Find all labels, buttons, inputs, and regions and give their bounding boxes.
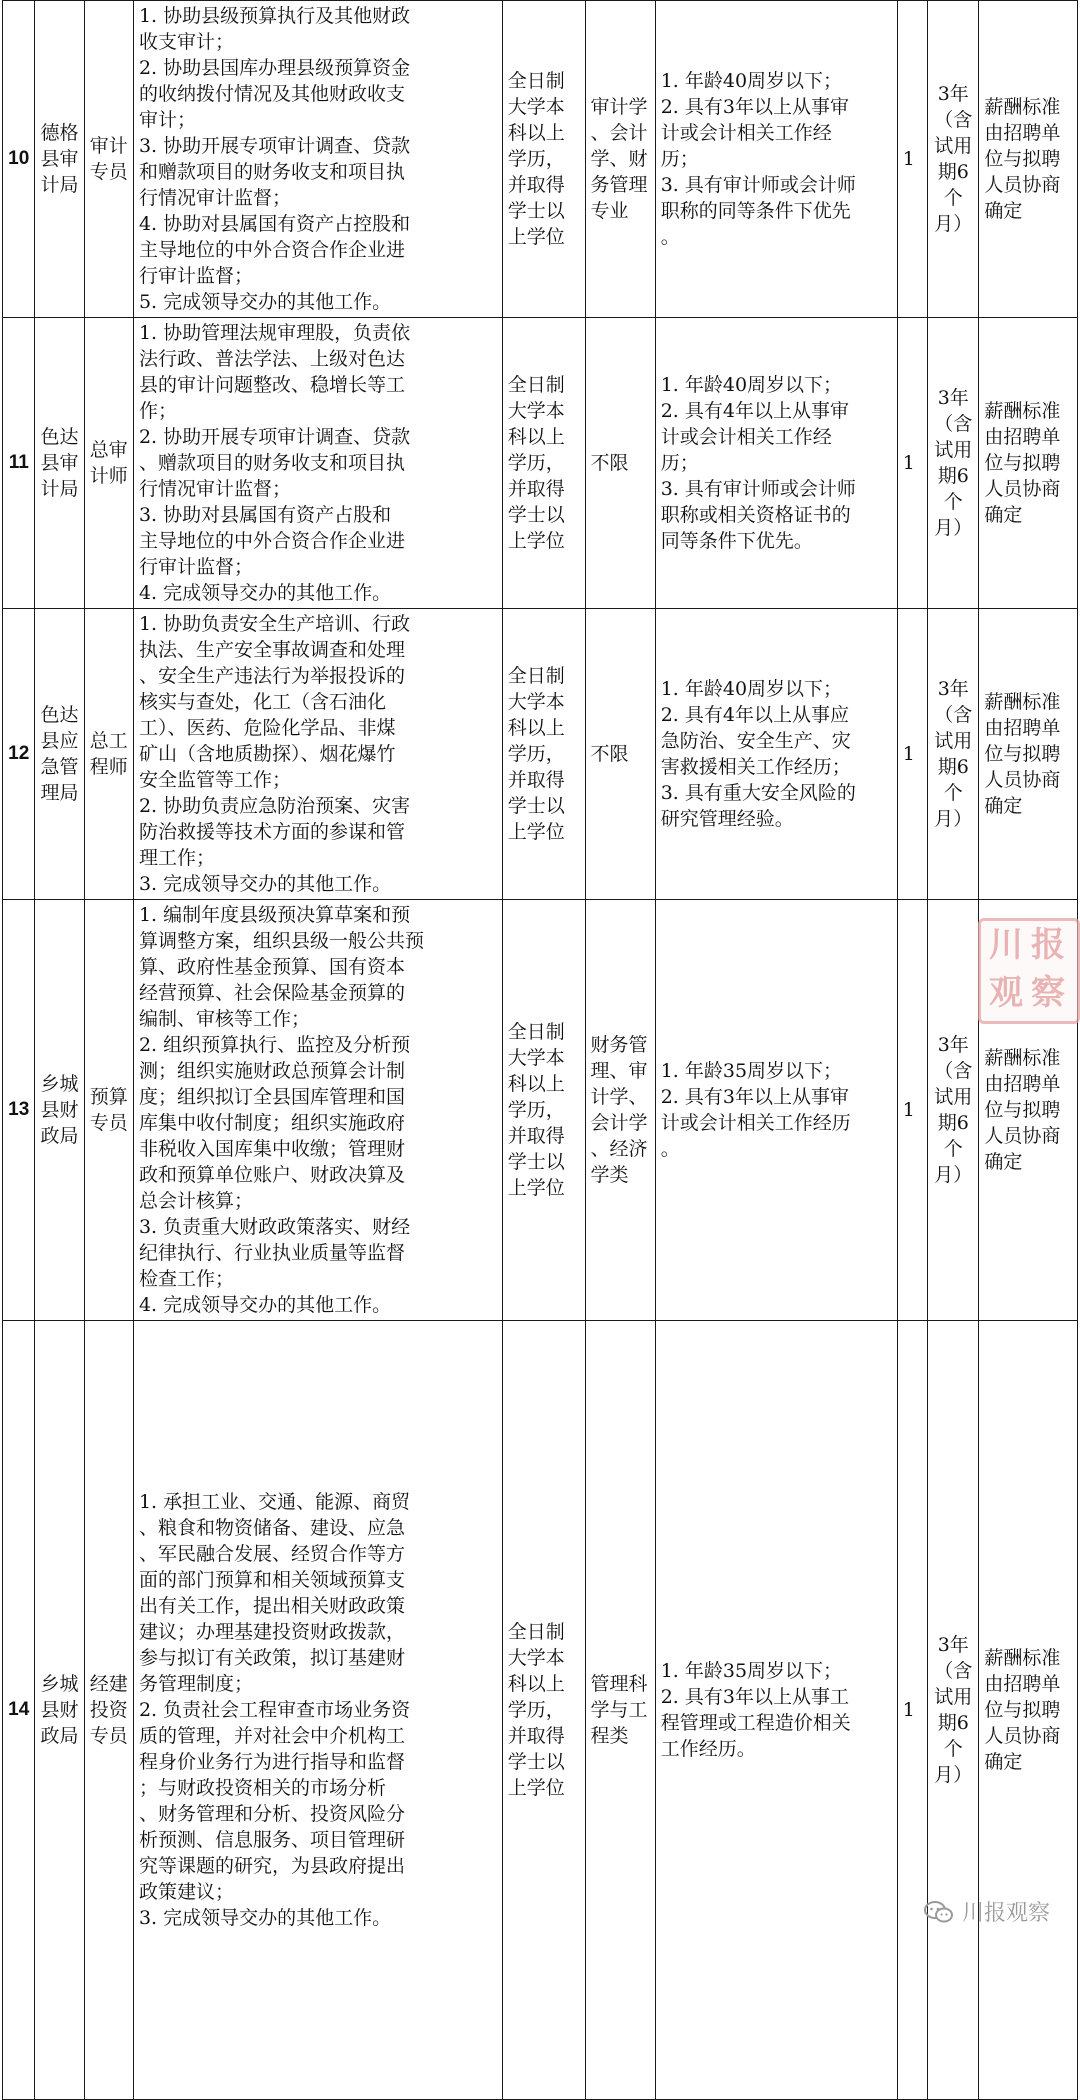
cell-duties-line: 测；组织实施财政总预算会计制 <box>138 1060 405 1082</box>
cell-education-line: 大学本 <box>507 400 565 422</box>
cell-duties-line: 行情况审计监督； <box>138 187 291 209</box>
cell-duties-line: 4. 完成领导交办的其他工作。 <box>138 582 392 604</box>
cell-salary-line: 位与拟聘 <box>984 1099 1061 1121</box>
cell-education-line: 上学位 <box>507 821 565 843</box>
cell-position-line: 投资 <box>89 1699 128 1721</box>
cell-unit-line: 色达 <box>40 704 79 726</box>
cell-duties-line: 非税收入国库集中收缴；管理财 <box>138 1138 405 1160</box>
cell-position <box>84 318 133 609</box>
cell-duties-line: 3. 协助对县属国有资产占股和 <box>138 504 392 526</box>
cell-salary-line: 人员协商 <box>984 769 1061 791</box>
cell-salary-line: 确定 <box>984 1151 1023 1173</box>
cell-duties-line: 1. 协助县级预算执行及其他财政 <box>138 5 411 27</box>
cell-education-line: 学士以 <box>507 200 565 222</box>
cell-duties-line: 1. 协助负责安全生产培训、行政 <box>138 613 411 635</box>
cell-position <box>84 900 133 1321</box>
cell-education-line: 全日制 <box>507 665 565 687</box>
cell-major-line: 学与工 <box>590 1699 648 1721</box>
cell-salary-line: 薪酬标准 <box>984 400 1061 422</box>
cell-education <box>502 318 585 609</box>
cell-term-line: 试用 <box>934 439 973 461</box>
cell-unit-line: 县应 <box>40 730 79 752</box>
cell-salary-line: 薪酬标准 <box>984 1047 1061 1069</box>
cell-salary-line: 确定 <box>984 200 1023 222</box>
cell-major <box>585 1321 655 2100</box>
cell-unit-line: 县财 <box>40 1699 79 1721</box>
cell-duties-line: 2. 组织预算执行、监控及分析预 <box>138 1034 411 1056</box>
cell-salary-line: 由招聘单 <box>984 1673 1061 1695</box>
cell-requirements-line: 急防治、安全生产、灾 <box>660 730 851 752</box>
cell-term-line: 月） <box>934 808 973 830</box>
cell-term-line: 个 <box>943 1138 963 1160</box>
cell-term-line: 3年 <box>937 1034 969 1056</box>
cell-requirements-line: 害救援相关工作经历； <box>660 756 851 778</box>
seal-char: 川 <box>989 925 1023 965</box>
job-listing-table <box>2 0 1078 2100</box>
seal-char: 察 <box>1031 973 1065 1013</box>
cell-education-line: 全日制 <box>507 1621 565 1643</box>
cell-education-line: 并取得 <box>507 478 565 500</box>
cell-duties-line: 质的管理，并对社会中介机构工 <box>138 1725 405 1747</box>
seal-stamp <box>978 918 1080 1024</box>
cell-duties-line: 、粮食和物资储备、建设、应急 <box>138 1517 405 1539</box>
cell-salary-line: 确定 <box>984 504 1023 526</box>
table-row <box>3 318 1078 609</box>
cell-unit <box>35 1 84 318</box>
cell-education-line: 上学位 <box>507 1177 565 1199</box>
cell-duties-line: 检查工作； <box>138 1268 234 1290</box>
cell-requirements-line: 1. 年龄35周岁以下； <box>660 1060 843 1082</box>
seal-char: 观 <box>989 973 1023 1013</box>
cell-major <box>585 318 655 609</box>
cell-education-line: 并取得 <box>507 174 565 196</box>
cell-position <box>84 1321 133 2100</box>
cell-education-line: 学士以 <box>507 1151 565 1173</box>
cell-requirements-line: 职称或相关资格证书的 <box>660 504 851 526</box>
cell-term <box>928 609 979 900</box>
cell-duties-line: 4. 完成领导交办的其他工作。 <box>138 1294 392 1316</box>
cell-term-line: 月） <box>934 213 973 235</box>
cell-term-line: （含 <box>934 704 973 726</box>
cell-duties-line: 编制、审核等工作； <box>138 1008 310 1030</box>
cell-term <box>928 1321 979 2100</box>
cell-count: 1 <box>897 609 927 900</box>
source-watermark <box>924 1896 1050 1927</box>
cell-requirements-line: 计或会计相关工作经历 <box>660 1112 851 1134</box>
cell-major-line: 计学、 <box>590 1086 648 1108</box>
cell-requirements-line: 1. 年龄35周岁以下； <box>660 1660 843 1682</box>
cell-salary-line: 薪酬标准 <box>984 691 1061 713</box>
cell-requirements-line: 计或会计相关工作经 <box>660 426 832 448</box>
cell-position-line: 程师 <box>89 756 128 778</box>
cell-unit-line: 色达 <box>40 426 79 448</box>
table-body <box>3 1 1078 2100</box>
cell-duties-line: 4. 协助对县属国有资产占控股和 <box>138 213 411 235</box>
cell-education-line: 大学本 <box>507 1647 565 1669</box>
cell-term-line: 试用 <box>934 135 973 157</box>
cell-duties-line: 政策建议； <box>138 1881 234 1903</box>
cell-term-line: 试用 <box>934 730 973 752</box>
cell-unit <box>35 609 84 900</box>
cell-requirements <box>655 318 897 609</box>
cell-term-line: 个 <box>943 1738 963 1760</box>
table-row <box>3 1321 1078 2100</box>
cell-unit <box>35 318 84 609</box>
cell-salary-line: 人员协商 <box>984 1125 1061 1147</box>
cell-education-line: 上学位 <box>507 226 565 248</box>
cell-unit-line: 急管 <box>40 756 79 778</box>
cell-salary-line: 位与拟聘 <box>984 1699 1061 1721</box>
cell-salary-line: 人员协商 <box>984 478 1061 500</box>
cell-education-line: 大学本 <box>507 691 565 713</box>
cell-position-line: 总工 <box>89 730 128 752</box>
cell-requirements-line: 历； <box>660 452 699 474</box>
cell-major-line: 程类 <box>590 1725 629 1747</box>
cell-requirements-line: 1. 年龄40周岁以下； <box>660 678 843 700</box>
cell-position-line: 专员 <box>89 161 128 183</box>
table-row <box>3 1 1078 318</box>
cell-number: 12 <box>3 609 35 900</box>
cell-requirements-line: 2. 具有4年以上从事审 <box>660 400 849 422</box>
cell-unit-line: 县审 <box>40 452 79 474</box>
cell-salary-line: 薪酬标准 <box>984 96 1061 118</box>
cell-salary <box>979 318 1078 609</box>
cell-major-line: 、经济 <box>590 1138 648 1160</box>
cell-duties-line: 总会计核算； <box>138 1190 253 1212</box>
cell-requirements-line: 3. 具有重大安全风险的 <box>660 782 856 804</box>
cell-duties-line: 县的审计问题整改、稳增长等工 <box>138 374 405 396</box>
cell-term-line: 期6 <box>937 1112 969 1134</box>
cell-position-line: 计师 <box>89 465 128 487</box>
cell-education-line: 全日制 <box>507 70 565 92</box>
cell-education-line: 上学位 <box>507 530 565 552</box>
cell-position <box>84 609 133 900</box>
cell-duties <box>133 318 502 609</box>
cell-duties-line: 法行政、普法学法、上级对色达 <box>138 348 405 370</box>
cell-duties-line: 1. 编制年度县级预决算草案和预 <box>138 904 411 926</box>
cell-salary-line: 由招聘单 <box>984 122 1061 144</box>
cell-term-line: 个 <box>943 187 963 209</box>
cell-duties-line: 安全监管等工作； <box>138 769 291 791</box>
cell-number: 10 <box>3 1 35 318</box>
cell-duties-line: 1. 协助管理法规审理股，负责依 <box>138 322 411 344</box>
cell-duties-line: 收支审计； <box>138 31 234 53</box>
cell-unit-line: 县财 <box>40 1099 79 1121</box>
cell-duties-line: 、安全生产违法行为举报投诉的 <box>138 665 405 687</box>
cell-requirements-line: 2. 具有3年以上从事工 <box>660 1686 849 1708</box>
cell-requirements <box>655 609 897 900</box>
cell-term-line: 3年 <box>937 83 969 105</box>
cell-education-line: 科以上 <box>507 717 565 739</box>
cell-unit-line: 乡城 <box>40 1673 79 1695</box>
cell-duties-line: 面的部门预算和相关领域预算支 <box>138 1569 405 1591</box>
cell-duties-line: 程身价业务行为进行指导和监督 <box>138 1751 405 1773</box>
cell-duties-line: 算、政府性基金预算、国有资本 <box>138 956 405 978</box>
cell-education-line: 学历， <box>507 1099 565 1121</box>
cell-education-line: 学历， <box>507 148 565 170</box>
cell-major-line: 不限 <box>590 452 629 474</box>
cell-term-line: 3年 <box>937 387 969 409</box>
cell-requirements-line: 历； <box>660 148 699 170</box>
cell-major-line: 审计学 <box>590 96 648 118</box>
cell-education-line: 学历， <box>507 1699 565 1721</box>
cell-duties-line: 析预测、信息服务、项目管理研 <box>138 1829 405 1851</box>
cell-education <box>502 1 585 318</box>
cell-duties-line: 、财务管理和分析、投资风险分 <box>138 1803 405 1825</box>
cell-unit-line: 理局 <box>40 782 79 804</box>
cell-requirements-line: 3. 具有审计师或会计师 <box>660 478 856 500</box>
cell-term-line: 月） <box>934 1764 973 1786</box>
cell-duties-line: 、赠款项目的财务收支和项目执 <box>138 452 405 474</box>
cell-term-line: 3年 <box>937 1634 969 1656</box>
cell-major-line: 理、审 <box>590 1060 648 1082</box>
cell-requirements-line: 1. 年龄40周岁以下； <box>660 374 843 396</box>
cell-salary <box>979 609 1078 900</box>
cell-position-line: 专员 <box>89 1112 128 1134</box>
cell-duties <box>133 900 502 1321</box>
cell-duties-line: 政和预算单位账户、财政决算及 <box>138 1164 405 1186</box>
cell-major <box>585 609 655 900</box>
cell-term-line: 个 <box>943 491 963 513</box>
cell-education <box>502 900 585 1321</box>
cell-duties-line: 3. 负责重大财政政策落实、财经 <box>138 1216 411 1238</box>
cell-duties-line: 3. 完成领导交办的其他工作。 <box>138 873 392 895</box>
cell-term <box>928 318 979 609</box>
cell-duties-line: 3. 完成领导交办的其他工作。 <box>138 1907 392 1929</box>
cell-duties-line: 5. 完成领导交办的其他工作。 <box>138 291 392 313</box>
cell-unit-line: 计局 <box>40 174 79 196</box>
seal-char: 报 <box>1031 925 1065 965</box>
cell-education-line: 学历， <box>507 743 565 765</box>
cell-requirements-line: 。 <box>660 226 680 248</box>
cell-term-line: 期6 <box>937 465 969 487</box>
cell-duties-line: 经营预算、社会保险基金预算的 <box>138 982 405 1004</box>
cell-salary-line: 由招聘单 <box>984 426 1061 448</box>
cell-education-line: 并取得 <box>507 1725 565 1747</box>
cell-term-line: 个 <box>943 782 963 804</box>
cell-term-line: 期6 <box>937 756 969 778</box>
cell-salary-line: 位与拟聘 <box>984 452 1061 474</box>
cell-duties-line: 的收纳拨付情况及其他财政收支 <box>138 83 405 105</box>
cell-duties-line: 算调整方案，组织县级一般公共预 <box>138 930 424 952</box>
cell-term <box>928 900 979 1321</box>
cell-education-line: 科以上 <box>507 1073 565 1095</box>
cell-education-line: 大学本 <box>507 96 565 118</box>
cell-term-line: 试用 <box>934 1086 973 1108</box>
cell-salary-line: 由招聘单 <box>984 717 1061 739</box>
cell-requirements <box>655 900 897 1321</box>
cell-major-line: 管理科 <box>590 1673 648 1695</box>
cell-duties-line: 行情况审计监督； <box>138 478 291 500</box>
cell-requirements-line: 。 <box>660 1138 680 1160</box>
cell-term-line: 月） <box>934 1164 973 1186</box>
cell-education <box>502 1321 585 2100</box>
cell-salary-line: 确定 <box>984 1751 1023 1773</box>
cell-number: 13 <box>3 900 35 1321</box>
cell-salary-line: 确定 <box>984 795 1023 817</box>
cell-position <box>84 1 133 318</box>
cell-duties-line: 、军民融合发展、经贸合作等方 <box>138 1543 405 1565</box>
cell-education-line: 科以上 <box>507 122 565 144</box>
cell-major-line: 会计学 <box>590 1112 648 1134</box>
cell-position-line: 审计 <box>89 135 128 157</box>
cell-term <box>928 1 979 318</box>
cell-education-line: 学历， <box>507 452 565 474</box>
cell-number: 11 <box>3 318 35 609</box>
cell-requirements-line: 工作经历。 <box>660 1738 756 1760</box>
cell-duties-line: ；与财政投资相关的市场分析 <box>138 1777 386 1799</box>
cell-salary <box>979 1321 1078 2100</box>
cell-education-line: 全日制 <box>507 374 565 396</box>
cell-major-line: 不限 <box>590 743 629 765</box>
cell-requirements-line: 计或会计相关工作经 <box>660 122 832 144</box>
cell-position-line: 专员 <box>89 1725 128 1747</box>
cell-term-line: 期6 <box>937 161 969 183</box>
cell-requirements-line: 同等条件下优先。 <box>660 530 813 552</box>
cell-count: 1 <box>897 1 927 318</box>
cell-duties-line: 行审计监督； <box>138 556 253 578</box>
cell-unit-line: 计局 <box>40 478 79 500</box>
cell-duties <box>133 609 502 900</box>
cell-major <box>585 900 655 1321</box>
cell-term-line: 3年 <box>937 678 969 700</box>
cell-education-line: 上学位 <box>507 1777 565 1799</box>
cell-salary-line: 位与拟聘 <box>984 743 1061 765</box>
cell-education-line: 学士以 <box>507 1751 565 1773</box>
cell-education-line: 全日制 <box>507 1021 565 1043</box>
cell-duties-line: 作； <box>138 400 177 422</box>
cell-duties-line: 3. 协助开展专项审计调查、贷款 <box>138 135 411 157</box>
cell-duties-line: 执法、生产安全事故调查和处理 <box>138 639 405 661</box>
cell-position-line: 经建 <box>89 1673 128 1695</box>
cell-duties-line: 主导地位的中外合资合作企业进 <box>138 530 405 552</box>
cell-major-line: 财务管 <box>590 1034 648 1056</box>
cell-count: 1 <box>897 900 927 1321</box>
cell-education-line: 科以上 <box>507 1673 565 1695</box>
cell-duties-line: 审计； <box>138 109 196 131</box>
cell-requirements-line: 2. 具有3年以上从事审 <box>660 96 849 118</box>
cell-education-line: 并取得 <box>507 769 565 791</box>
cell-education-line: 科以上 <box>507 426 565 448</box>
cell-term-line: （含 <box>934 1060 973 1082</box>
cell-requirements-line: 2. 具有3年以上从事审 <box>660 1086 849 1108</box>
cell-duties-line: 和赠款项目的财务收支和项目执 <box>138 161 405 183</box>
cell-education-line: 并取得 <box>507 1125 565 1147</box>
cell-duties-line: 2. 协助负责应急防治预案、灾害 <box>138 795 411 817</box>
cell-duties <box>133 1321 502 2100</box>
cell-requirements-line: 程管理或工程造价相关 <box>660 1712 851 1734</box>
cell-duties-line: 防治救援等技术方面的参谋和管 <box>138 821 405 843</box>
wechat-icon <box>924 1901 954 1923</box>
cell-salary-line: 薪酬标准 <box>984 1647 1061 1669</box>
cell-number: 14 <box>3 1321 35 2100</box>
cell-salary-line: 位与拟聘 <box>984 148 1061 170</box>
table-row <box>3 609 1078 900</box>
cell-duties-line: 出有关工作，提出相关财政政策 <box>138 1595 405 1617</box>
cell-term-line: 月） <box>934 517 973 539</box>
cell-position-line: 预算 <box>89 1086 128 1108</box>
cell-count: 1 <box>897 1321 927 2100</box>
cell-education <box>502 609 585 900</box>
cell-duties-line: 参与拟订有关政策，拟订基建财 <box>138 1647 405 1669</box>
cell-duties-line: 2. 负责社会工程审查市场业务资 <box>138 1699 411 1721</box>
cell-term-line: （含 <box>934 413 973 435</box>
cell-term-line: 期6 <box>937 1712 969 1734</box>
cell-major-line: 学、财 <box>590 148 648 170</box>
cell-unit-line: 德格 <box>40 122 79 144</box>
cell-major-line: 专业 <box>590 200 629 222</box>
cell-duties-line: 核实与查处，化工（含石油化 <box>138 691 386 713</box>
cell-salary-line: 人员协商 <box>984 174 1061 196</box>
cell-unit <box>35 1321 84 2100</box>
cell-duties-line: 纪律执行、行业执业质量等监督 <box>138 1242 405 1264</box>
cell-position-line: 总审 <box>89 439 128 461</box>
cell-major <box>585 1 655 318</box>
cell-salary-line: 由招聘单 <box>984 1073 1061 1095</box>
cell-unit-line: 政局 <box>40 1125 79 1147</box>
cell-unit-line: 县审 <box>40 148 79 170</box>
cell-duties-line: 究等课题的研究，为县政府提出 <box>138 1855 405 1877</box>
cell-requirements-line: 1. 年龄40周岁以下； <box>660 70 843 92</box>
cell-major-line: 、会计 <box>590 122 648 144</box>
cell-duties-line: 2. 协助县国库办理县级预算资金 <box>138 57 411 79</box>
cell-salary <box>979 1 1078 318</box>
cell-requirements-line: 3. 具有审计师或会计师 <box>660 174 856 196</box>
cell-requirements <box>655 1321 897 2100</box>
cell-requirements-line: 研究管理经验。 <box>660 808 794 830</box>
cell-duties-line: 工）、医药、危险化学品、非煤 <box>138 717 396 739</box>
cell-duties-line: 理工作； <box>138 847 215 869</box>
cell-duties-line: 库集中收付制度；组织实施政府 <box>138 1112 405 1134</box>
cell-duties-line: 2. 协助开展专项审计调查、贷款 <box>138 426 411 448</box>
cell-duties-line: 1. 承担工业、交通、能源、商贸 <box>138 1491 411 1513</box>
watermark-text: 川报观察 <box>961 1901 1050 1926</box>
cell-term-line: 试用 <box>934 1686 973 1708</box>
cell-duties-line: 矿山（含地质勘探）、烟花爆竹 <box>138 743 396 765</box>
cell-requirements-line: 2. 具有4年以上从事应 <box>660 704 849 726</box>
cell-count: 1 <box>897 318 927 609</box>
cell-unit-line: 政局 <box>40 1725 79 1747</box>
cell-requirements-line: 职称的同等条件下优先 <box>660 200 851 222</box>
cell-duties-line: 度；组织拟订全县国库管理和国 <box>138 1086 405 1108</box>
cell-duties-line: 主导地位的中外合资合作企业进 <box>138 239 405 261</box>
cell-duties-line: 务管理制度； <box>138 1673 253 1695</box>
cell-term-line: （含 <box>934 109 973 131</box>
cell-education-line: 学士以 <box>507 504 565 526</box>
cell-duties-line: 建议；办理基建投资财政拨款， <box>138 1621 405 1643</box>
cell-unit <box>35 900 84 1321</box>
cell-unit-line: 乡城 <box>40 1073 79 1095</box>
cell-major-line: 学类 <box>590 1164 629 1186</box>
cell-education-line: 学士以 <box>507 795 565 817</box>
table-row <box>3 900 1078 1321</box>
cell-term-line: （含 <box>934 1660 973 1682</box>
cell-duties <box>133 1 502 318</box>
cell-requirements <box>655 1 897 318</box>
cell-duties-line: 行审计监督； <box>138 265 253 287</box>
cell-major-line: 务管理 <box>590 174 648 196</box>
cell-education-line: 大学本 <box>507 1047 565 1069</box>
cell-salary-line: 人员协商 <box>984 1725 1061 1747</box>
